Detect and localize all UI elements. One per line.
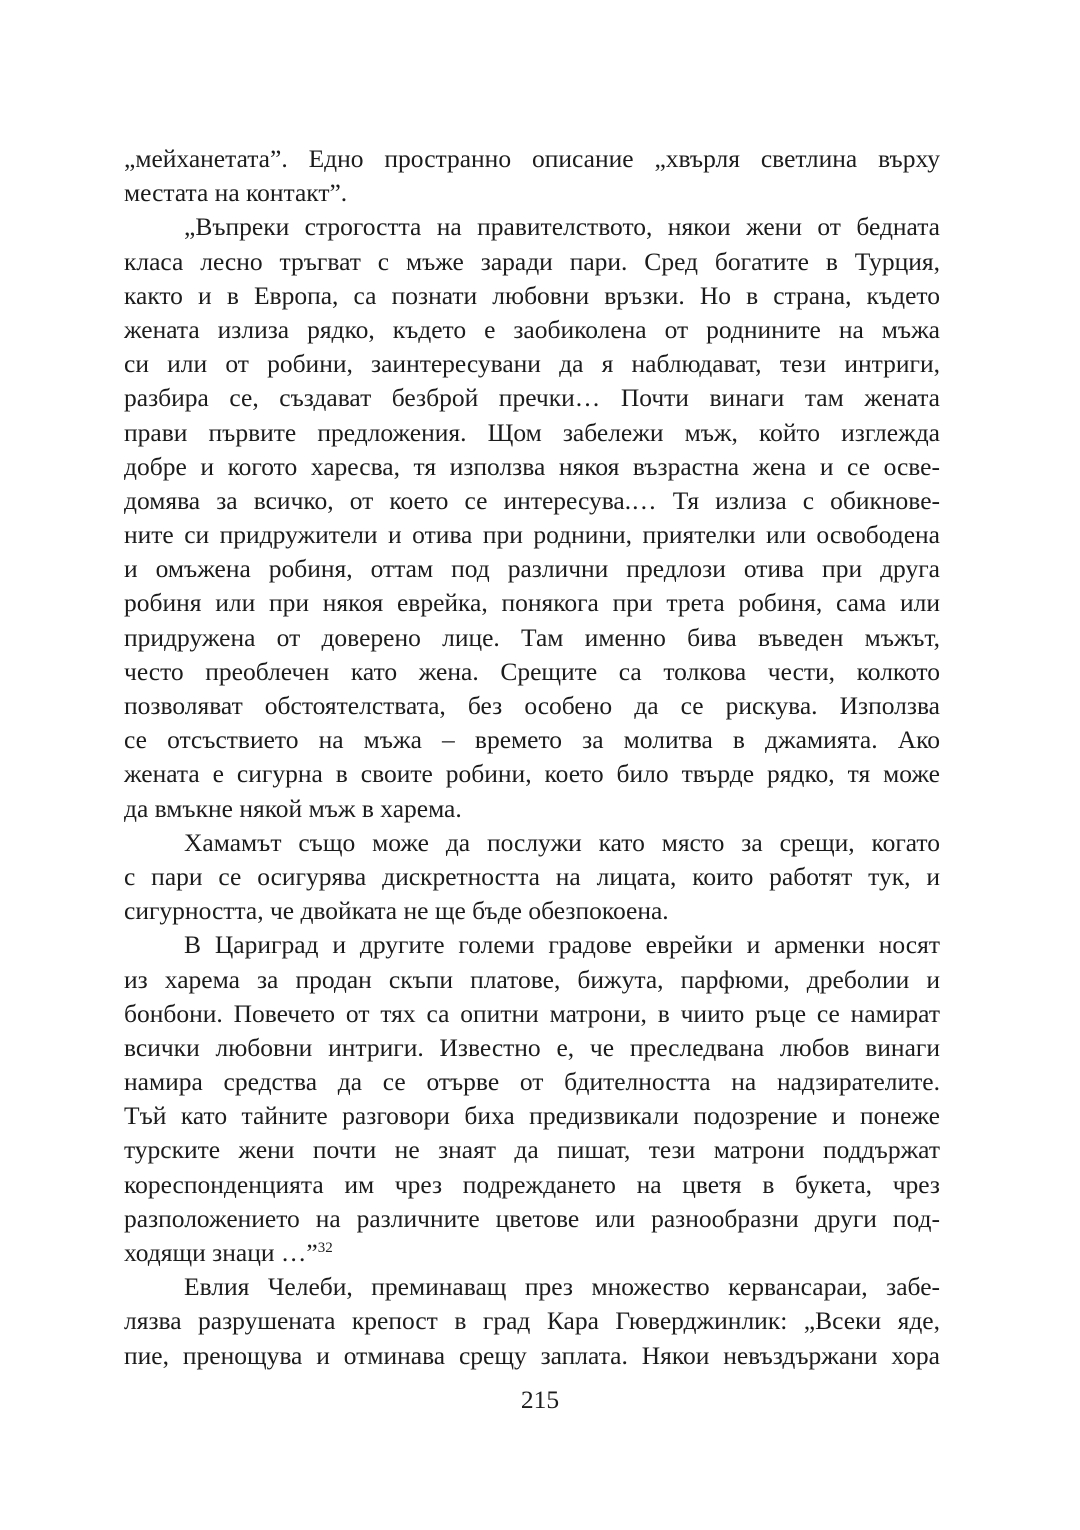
- text-line: бонбони. Повечето от тях са опитни матрони, в чиито ръце се намират: [124, 998, 940, 1028]
- paragraph-4: [124, 928, 940, 1270]
- text-line: В Цариград и другите големи градове еврейки и арменки носят: [184, 930, 940, 960]
- paragraph-2: [124, 210, 940, 825]
- text-line: да вмъкне някой мъж в харема.: [124, 793, 462, 823]
- text-line: всички любовни интриги. Известно е, че преследвана любов винаги: [124, 1032, 940, 1062]
- text-line: жената излиза рядко, където е заобиколена от роднините на мъжа: [124, 314, 940, 344]
- text-line: пие, пренощува и отминава срещу заплата. Някои невъздържани хора: [124, 1340, 940, 1370]
- text-line: прави първите предложения. Щом забележи мъж, който изглежда: [124, 417, 940, 447]
- text-line: домява за всичко, от което се интересува.… Тя излиза с обикнове-: [124, 485, 940, 515]
- text-line: си или от робини, заинтересувани да я наблюдават, тези интриги,: [124, 349, 940, 379]
- text-line: из харема за продан скъпи платове, бижута, парфюми, дреболии и: [124, 964, 940, 994]
- body-text: [124, 142, 940, 1373]
- text-line: кореспонденцията им чрез подреждането на цветя в букета, чрез: [124, 1169, 940, 1199]
- text-line: класа лесно тръгват с мъже заради пари. Сред богатите в Турция,: [124, 246, 940, 276]
- text-line: ните си придружители и отива при роднини, приятелки или освободена: [124, 520, 940, 550]
- paragraph-3: [124, 826, 940, 929]
- text-line: лязва разрушената крепост в град Кара Гюверджинлик: „Всеки яде,: [124, 1306, 940, 1336]
- text-line: турските жени почти не знаят да пишат, тези матрони поддържат: [124, 1135, 940, 1165]
- text-line: и омъжена робиня, оттам под различни предлози отива при друга: [124, 554, 940, 584]
- text-line: робиня или при някоя еврейка, понякога при трета робиня, сама или: [124, 588, 940, 618]
- text-line: Тъй като тайните разговори биха предизвикали подозрение и понеже: [124, 1101, 940, 1131]
- text-line: често преоблечен като жена. Срещите са толкова чести, колкото: [124, 656, 940, 686]
- text-line: Хамамът също може да послужи като място за срещи, когато: [184, 827, 940, 857]
- text-line-content: ходящи знаци …”: [124, 1238, 318, 1267]
- text-line: сигурността, че двойката не ще бъде обезпокоена.: [124, 896, 669, 926]
- text-line: местата на контакт”.: [124, 178, 348, 208]
- footnote-reference[interactable]: 32: [317, 1240, 333, 1256]
- text-line: с пари се осигурява дискретността на лицата, които работят тук, и: [124, 861, 940, 891]
- text-line-with-footnote: [124, 1236, 940, 1270]
- text-line: „мейханетата”. Едно пространно описание „хвърля светлина върху: [124, 144, 940, 173]
- text-line: разположението на различните цветове или разнообразни други под-: [124, 1203, 940, 1233]
- text-line: добре и когото харесва, тя използва някоя възрастна жена и се осве-: [124, 451, 940, 481]
- text-line: намира средства да се отърве от бдителността на надзирателите.: [124, 1067, 940, 1097]
- text-line: разбира се, създават безброй пречки… Почти винаги там жената: [124, 383, 940, 413]
- text-line: „Въпреки строгостта на правителството, някои жени от бедната: [184, 212, 940, 242]
- text-line: Евлия Челеби, преминаващ през множество кервансараи, забе-: [184, 1272, 940, 1302]
- text-line: позволяват обстоятелствата, без особено да се рискува. Използва: [124, 691, 940, 720]
- page-number: 215: [520, 1385, 560, 1414]
- text-line: се отсъствието на мъжа – времето за молитва в джамията. Ако: [124, 725, 940, 755]
- paragraph-1: [124, 142, 940, 210]
- paragraph-5: [124, 1270, 940, 1373]
- text-line: както и в Европа, са познати любовни връзки. Но в страна, където: [124, 280, 940, 310]
- text-line: придружена от доверено лице. Там именно бива въведен мъжът,: [124, 622, 940, 652]
- text-line: жената е сигурна в своите робини, което било твърде рядко, тя може: [124, 759, 940, 789]
